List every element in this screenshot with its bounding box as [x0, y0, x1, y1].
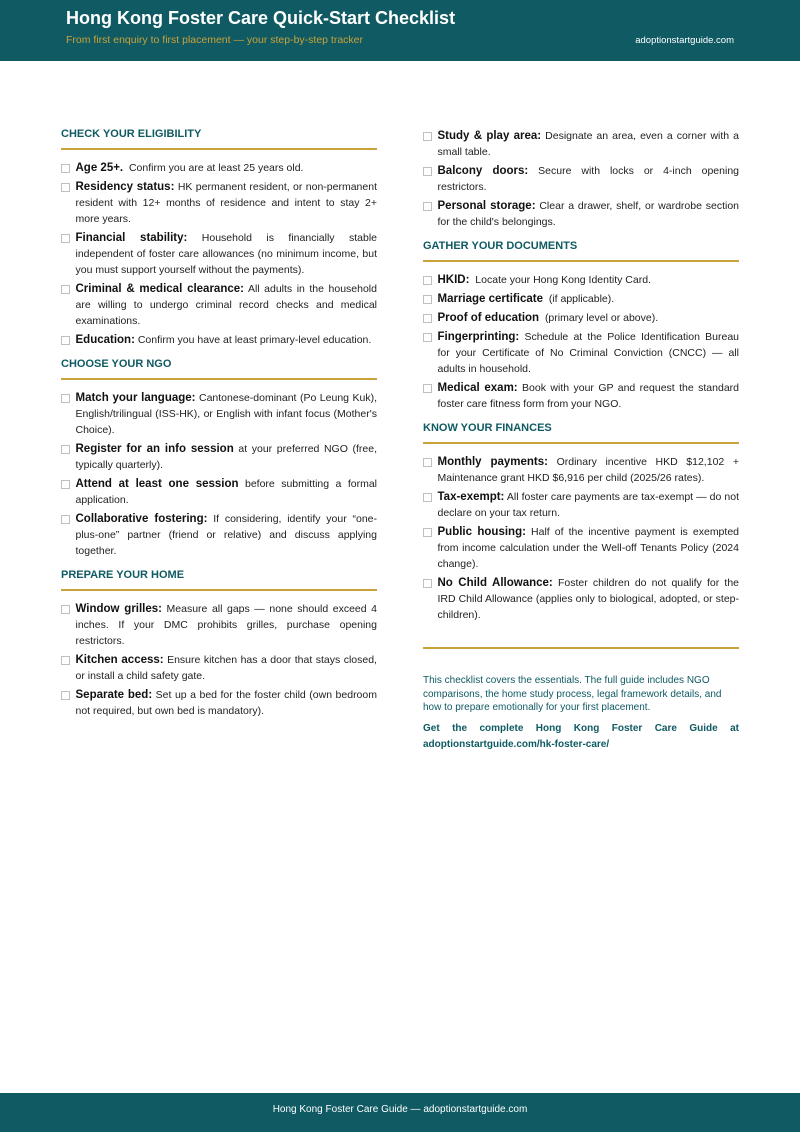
- item-text: HK permanent resident, or non-permanent resident with 12+ months of residence and intent to stay 2+ more years.: [75, 181, 377, 225]
- checkbox-icon[interactable]: [61, 394, 70, 403]
- checkbox-icon[interactable]: [423, 167, 432, 176]
- item-label: Collaborative fostering:: [75, 513, 208, 525]
- checkbox-icon[interactable]: [61, 656, 70, 665]
- checkbox-icon[interactable]: [61, 480, 70, 489]
- checkbox-icon[interactable]: [423, 276, 432, 285]
- checklist-item: [423, 329, 739, 377]
- checklist: [423, 262, 739, 412]
- checklist-item: [423, 198, 739, 230]
- item-label: No Child Allowance:: [437, 577, 553, 589]
- item-text: Household is financially stable independent of foster care allowances (no minimum income, but you must support yourself without the payments).: [75, 232, 377, 276]
- checklist-item: [423, 524, 739, 572]
- checkbox-icon[interactable]: [423, 333, 432, 342]
- item-label: Tax-exempt:: [437, 491, 505, 503]
- checklist-item: [423, 454, 739, 486]
- checklist-item: [61, 687, 377, 719]
- section-title: GATHER YOUR DOCUMENTS: [423, 240, 739, 262]
- item-label: Proof of education: [437, 312, 540, 324]
- page-subtitle: From first enquiry to first placement — your step-by-step tracker: [66, 34, 364, 46]
- checklist-item: [61, 390, 377, 438]
- checklist: [61, 380, 377, 559]
- checkbox-icon[interactable]: [61, 445, 70, 454]
- item-text: If considering, identify your “one-plus-one” partner (friend or relative) and discuss applying together.: [75, 513, 377, 557]
- right-column: [423, 128, 739, 753]
- checklist: [61, 591, 377, 719]
- item-label: Public housing:: [437, 526, 526, 538]
- item-text: All adults in the household are willing to undergo criminal record checks and medical examinations.: [75, 283, 377, 327]
- item-text: Secure with locks or 4-inch opening restrictors.: [437, 165, 739, 193]
- checklist-item: [423, 291, 739, 307]
- checkbox-icon[interactable]: [61, 336, 70, 345]
- checklist-item: [61, 476, 377, 508]
- item-label: Financial stability:: [75, 232, 188, 244]
- checkbox-icon[interactable]: [61, 605, 70, 614]
- item-text: Clear a drawer, shelf, or wardrobe section for the child's belongings.: [437, 200, 739, 228]
- item-text: Foster children do not qualify for the IRD Child Allowance (applies only to biological, adopted, or step-children).: [437, 577, 740, 621]
- item-text: (if applicable).: [548, 293, 615, 305]
- left-column: [61, 128, 377, 729]
- checkbox-icon[interactable]: [423, 579, 432, 588]
- section-home: [61, 569, 377, 719]
- checklist-item: [423, 575, 739, 623]
- guide-note: This checklist covers the essentials. The full guide includes NGO comparisons, the home study process, legal framework details, and how to prepare emotionally for your first placement.: [423, 675, 722, 713]
- section-title: CHECK YOUR ELIGIBILITY: [61, 128, 377, 150]
- item-text: Cantonese-dominant (Po Leung Kuk), English/trilingual (ISS-HK), or English with infant focus (Mother's Choice).: [75, 392, 377, 436]
- checkbox-icon[interactable]: [423, 202, 432, 211]
- item-label: Age 25+.: [75, 162, 124, 174]
- checklist: [423, 128, 739, 230]
- checklist-item: [61, 511, 377, 559]
- checklist-item: [423, 128, 739, 160]
- checklist-item: [61, 230, 377, 278]
- item-text: Confirm you are at least 25 years old.: [128, 162, 304, 174]
- item-label: Attend at least one session: [75, 478, 239, 490]
- section-title: CHOOSE YOUR NGO: [61, 358, 377, 380]
- checkbox-icon[interactable]: [423, 132, 432, 141]
- page-title: Hong Kong Foster Care Quick-Start Checklist: [66, 8, 456, 28]
- section-finances: [423, 422, 739, 623]
- checkbox-icon[interactable]: [61, 285, 70, 294]
- item-text: Confirm you have at least primary-level education.: [137, 334, 372, 346]
- checkbox-icon[interactable]: [423, 314, 432, 323]
- item-label: Separate bed:: [75, 689, 153, 701]
- checklist-item: [423, 380, 739, 412]
- item-label: Register for an info session: [75, 443, 234, 455]
- header-site-link[interactable]: adoptionstartguide.com: [635, 35, 734, 46]
- checkbox-icon[interactable]: [423, 384, 432, 393]
- item-text: Ensure kitchen has a door that stays closed, or install a child safety gate.: [75, 654, 377, 682]
- checklist-item: [61, 179, 377, 227]
- checklist-item: [423, 163, 739, 195]
- item-text: Designate an area, even a corner with a small table.: [437, 130, 739, 158]
- section-title: KNOW YOUR FINANCES: [423, 422, 739, 444]
- item-text: Set up a bed for the foster child (own bedroom not required, but own bed is mandatory).: [75, 689, 377, 717]
- checkbox-icon[interactable]: [423, 528, 432, 537]
- checkbox-icon[interactable]: [423, 295, 432, 304]
- checklist-item: [423, 489, 739, 521]
- guide-cta-link[interactable]: Get the complete Hong Kong Foster Care Guide at adoptionstartguide.com/hk-foster-care/: [423, 722, 739, 750]
- page-footer: Hong Kong Foster Care Guide — adoptionstartguide.com: [0, 1093, 800, 1132]
- checklist-item: [61, 281, 377, 329]
- item-label: Monthly payments:: [437, 456, 548, 468]
- checklist-item: [423, 310, 739, 326]
- section-eligibility: [61, 128, 377, 348]
- item-label: Kitchen access:: [75, 654, 164, 666]
- item-text: Half of the incentive payment is exempted from income calculation under the Well-off Tenants Policy (2024 change).: [437, 526, 739, 570]
- section-home-continued: [423, 128, 739, 230]
- checklist-item: [61, 652, 377, 684]
- item-label: Criminal & medical clearance:: [75, 283, 244, 295]
- checklist: [423, 444, 739, 623]
- checkbox-icon[interactable]: [61, 234, 70, 243]
- item-text: at your preferred NGO (free, typically quarterly).: [75, 443, 378, 471]
- item-label: Education:: [75, 334, 135, 346]
- checkbox-icon[interactable]: [61, 164, 70, 173]
- note-divider: [423, 647, 739, 649]
- item-text: before submitting a formal application.: [75, 478, 377, 506]
- item-text: Ordinary incentive HKD $12,102 + Maintenance grant HKD $6,916 per child (2025/26 rates).: [437, 456, 739, 484]
- checkbox-icon[interactable]: [61, 183, 70, 192]
- page-header: [0, 0, 800, 61]
- item-text: Locate your Hong Kong Identity Card.: [475, 274, 651, 286]
- item-label: Window grilles:: [75, 603, 162, 615]
- checkbox-icon[interactable]: [61, 691, 70, 700]
- item-label: Residency status:: [75, 181, 175, 193]
- section-title: PREPARE YOUR HOME: [61, 569, 377, 591]
- item-text: Book with your GP and request the standard foster care fitness form from your NGO.: [437, 382, 739, 410]
- item-label: Study & play area:: [437, 130, 542, 142]
- item-label: HKID:: [437, 274, 470, 286]
- checklist: [61, 150, 377, 348]
- item-label: Match your language:: [75, 392, 196, 404]
- checklist-item: [61, 332, 377, 348]
- item-text: Schedule at the Police Identification Bureau for your Certificate of No Criminal Conviction (CNCC) — all adults in household.: [437, 331, 739, 375]
- checklist-item: [61, 601, 377, 649]
- item-label: Balcony doors:: [437, 165, 529, 177]
- checkbox-icon[interactable]: [61, 515, 70, 524]
- checkbox-icon[interactable]: [423, 458, 432, 467]
- item-label: Fingerprinting:: [437, 331, 520, 343]
- item-label: Medical exam:: [437, 382, 518, 394]
- item-text: (primary level or above).: [544, 312, 659, 324]
- checklist-item: [61, 160, 377, 176]
- checklist-item: [423, 272, 739, 288]
- section-documents: [423, 240, 739, 412]
- checklist-item: [61, 441, 377, 473]
- checkbox-icon[interactable]: [423, 493, 432, 502]
- section-ngo: [61, 358, 377, 559]
- item-text: All foster care payments are tax-exempt — do not declare on your tax return.: [437, 491, 739, 519]
- item-label: Personal storage:: [437, 200, 536, 212]
- item-text: Measure all gaps — none should exceed 4 inches. If your DMC prohibits grilles, purchase opening restrictors.: [75, 603, 377, 647]
- item-label: Marriage certificate: [437, 293, 543, 305]
